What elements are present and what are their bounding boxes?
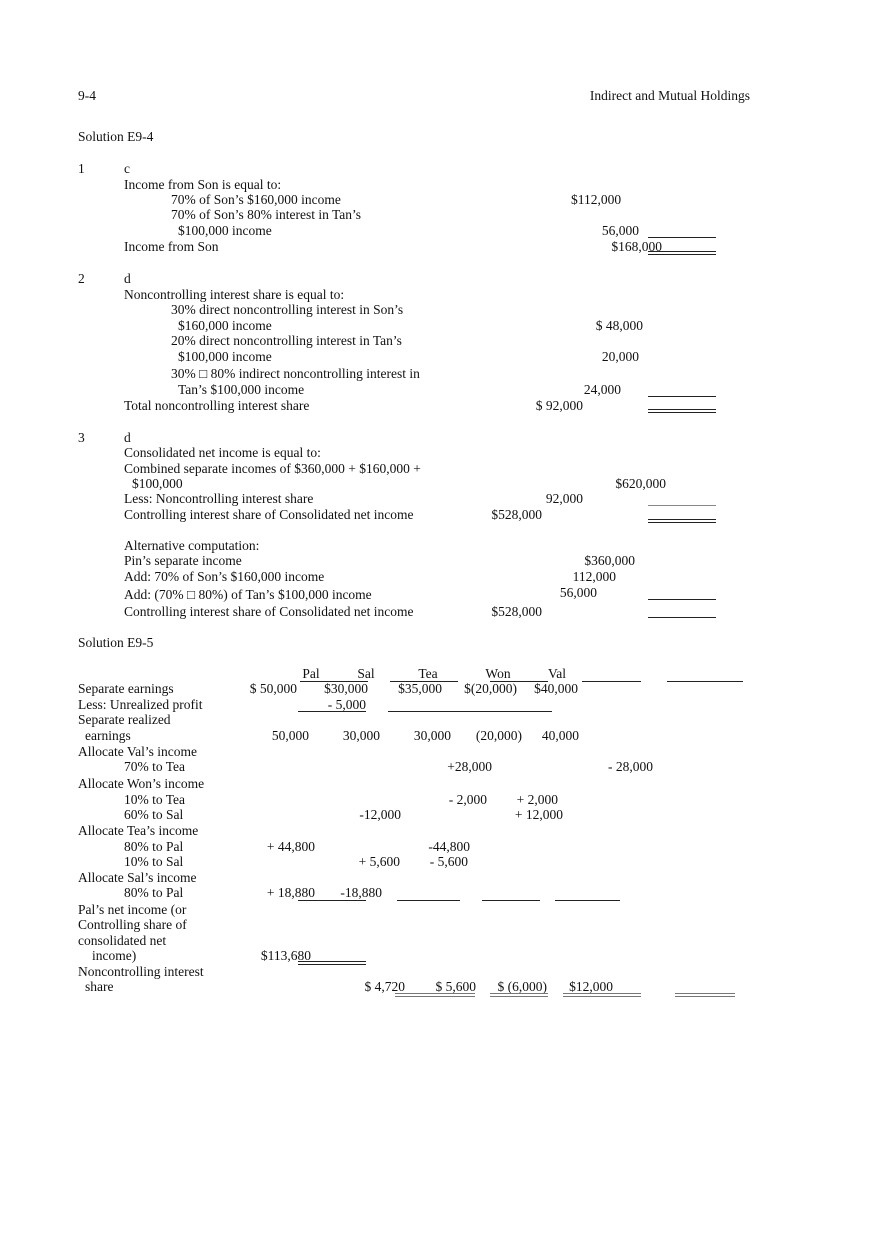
row-label: 80% to Pal bbox=[124, 885, 184, 900]
text-line: Tan’s $100,000 income bbox=[178, 382, 305, 397]
text-line: Pin’s separate income bbox=[124, 553, 242, 568]
text-line: Controlling interest share of Consolidated net income bbox=[124, 604, 414, 619]
row-label: 10% to Tea bbox=[124, 792, 186, 807]
cell: $12,000 bbox=[569, 979, 613, 994]
underline bbox=[648, 599, 716, 600]
cell: $ 50,000 bbox=[249, 681, 297, 696]
cell: -12,000 bbox=[359, 807, 401, 822]
row-label: Pal’s net income (or bbox=[78, 902, 187, 917]
cell: + 12,000 bbox=[514, 807, 563, 822]
double-underline bbox=[648, 251, 716, 255]
text-line: 30% □ 80% indirect noncontrolling interest in bbox=[171, 366, 420, 381]
cell: -44,800 bbox=[428, 839, 470, 854]
cell: $ 5,600 bbox=[435, 979, 476, 994]
row-label: Allocate Val’s income bbox=[78, 744, 197, 759]
cell: $ 4,720 bbox=[364, 979, 405, 994]
row-label: share bbox=[85, 979, 114, 994]
cell: + 44,800 bbox=[266, 839, 315, 854]
text-line: Add: 70% of Son’s $160,000 income bbox=[124, 569, 325, 584]
row-label: 80% to Pal bbox=[124, 839, 184, 854]
underline bbox=[482, 900, 540, 901]
column-header: Sal bbox=[357, 666, 375, 681]
cell: - 2,000 bbox=[448, 792, 487, 807]
underline bbox=[388, 711, 552, 712]
alt-title: Alternative computation: bbox=[124, 538, 260, 553]
underline bbox=[648, 617, 716, 618]
cell: -18,880 bbox=[340, 885, 382, 900]
cell: $40,000 bbox=[534, 681, 578, 696]
row-label: 10% to Sal bbox=[124, 854, 184, 869]
underline bbox=[582, 681, 641, 682]
question-number: 1 bbox=[78, 161, 85, 176]
cell: + 5,600 bbox=[358, 854, 400, 869]
row-label: Controlling share of bbox=[78, 917, 187, 932]
page-number: 9-4 bbox=[78, 88, 96, 103]
answer-letter: c bbox=[124, 161, 130, 176]
amount: 92,000 bbox=[545, 491, 583, 506]
cell: - 5,000 bbox=[327, 697, 366, 712]
text-line: $160,000 income bbox=[178, 318, 272, 333]
row-label: consolidated net bbox=[78, 933, 167, 948]
cell: +28,000 bbox=[447, 759, 492, 774]
cell: $35,000 bbox=[398, 681, 442, 696]
cell: 30,000 bbox=[342, 728, 380, 743]
double-underline bbox=[648, 519, 716, 523]
underline bbox=[555, 900, 620, 901]
cell: - 5,600 bbox=[429, 854, 468, 869]
row-label: 60% to Sal bbox=[124, 807, 184, 822]
cell: 40,000 bbox=[541, 728, 579, 743]
column-header: Won bbox=[485, 666, 511, 681]
cell: $30,000 bbox=[324, 681, 368, 696]
amount: 24,000 bbox=[583, 382, 621, 397]
text-line: Less: Noncontrolling interest share bbox=[124, 491, 314, 506]
cell: 30,000 bbox=[413, 728, 451, 743]
cell: + 18,880 bbox=[266, 885, 315, 900]
cell: - 28,000 bbox=[608, 759, 653, 774]
text-line: Add: (70% □ 80%) of Tan’s $100,000 income bbox=[124, 587, 372, 602]
total-amount: $ 92,000 bbox=[535, 398, 583, 413]
underline bbox=[667, 681, 743, 682]
column-header: Val bbox=[548, 666, 566, 681]
section-title: Solution E9-5 bbox=[78, 635, 154, 650]
text-line: $100,000 income bbox=[178, 223, 272, 238]
row-label: Noncontrolling interest bbox=[78, 964, 204, 979]
text-line: $100,000 income bbox=[178, 349, 272, 364]
underline bbox=[648, 237, 716, 238]
total-label: Income from Son bbox=[124, 239, 219, 254]
amount: $528,000 bbox=[491, 604, 542, 619]
amount: 20,000 bbox=[601, 349, 639, 364]
row-label: Allocate Won’s income bbox=[78, 776, 205, 791]
text-line: Noncontrolling interest share is equal to: bbox=[124, 287, 345, 302]
cell: $113,680 bbox=[260, 948, 311, 963]
cell: + 2,000 bbox=[516, 792, 558, 807]
cell: $ (6,000) bbox=[497, 979, 547, 994]
text-line: Controlling interest share of Consolidated net income bbox=[124, 507, 414, 522]
text-line: Combined separate incomes of $360,000 + $160,000 + bbox=[124, 461, 421, 476]
total-label: Total noncontrolling interest share bbox=[124, 398, 310, 413]
question-number: 3 bbox=[78, 430, 85, 445]
text-line: 70% of Son’s $160,000 income bbox=[171, 192, 341, 207]
column-header: Tea bbox=[418, 666, 438, 681]
amount: 56,000 bbox=[559, 585, 597, 600]
row-label: 70% to Tea bbox=[124, 759, 186, 774]
underline bbox=[648, 505, 716, 506]
underline bbox=[298, 900, 366, 901]
total-amount: $168,000 bbox=[611, 239, 662, 254]
cell: (20,000) bbox=[475, 728, 522, 743]
text-line: 20% direct noncontrolling interest in Tan’s bbox=[171, 333, 402, 348]
row-label: Separate realized bbox=[78, 712, 171, 727]
underline bbox=[298, 711, 366, 712]
section-title: Solution E9-4 bbox=[78, 129, 154, 144]
amount: 112,000 bbox=[572, 569, 616, 584]
row-label: earnings bbox=[85, 728, 131, 743]
cell: $(20,000) bbox=[464, 681, 517, 696]
row-label: Separate earnings bbox=[78, 681, 174, 696]
chapter-title: Indirect and Mutual Holdings bbox=[589, 88, 750, 103]
text-line: 30% direct noncontrolling interest in Son’s bbox=[171, 302, 404, 317]
double-underline bbox=[648, 409, 716, 413]
underline bbox=[648, 396, 716, 397]
double-underline bbox=[395, 993, 475, 997]
row-label: Less: Unrealized profit bbox=[78, 697, 203, 712]
double-underline bbox=[563, 993, 641, 997]
underline bbox=[397, 900, 460, 901]
row-label: Allocate Sal’s income bbox=[78, 870, 197, 885]
amount: 56,000 bbox=[601, 223, 639, 238]
double-underline bbox=[298, 961, 366, 965]
column-header: Pal bbox=[302, 666, 320, 681]
text-line: $100,000 bbox=[132, 476, 183, 491]
text-line: Consolidated net income is equal to: bbox=[124, 445, 321, 460]
text-line: Income from Son is equal to: bbox=[124, 177, 282, 192]
row-label: income) bbox=[92, 948, 137, 963]
question-number: 2 bbox=[78, 271, 85, 286]
amount: $528,000 bbox=[491, 507, 542, 522]
answer-letter: d bbox=[124, 271, 131, 286]
amount: $360,000 bbox=[584, 553, 635, 568]
amount: $620,000 bbox=[615, 476, 666, 491]
amount: $ 48,000 bbox=[595, 318, 643, 333]
text-line: 70% of Son’s 80% interest in Tan’s bbox=[171, 207, 362, 222]
amount: $112,000 bbox=[571, 192, 622, 207]
double-underline bbox=[675, 993, 735, 997]
double-underline bbox=[490, 993, 548, 997]
cell: 50,000 bbox=[271, 728, 309, 743]
row-label: Allocate Tea’s income bbox=[78, 823, 199, 838]
answer-letter: d bbox=[124, 430, 131, 445]
